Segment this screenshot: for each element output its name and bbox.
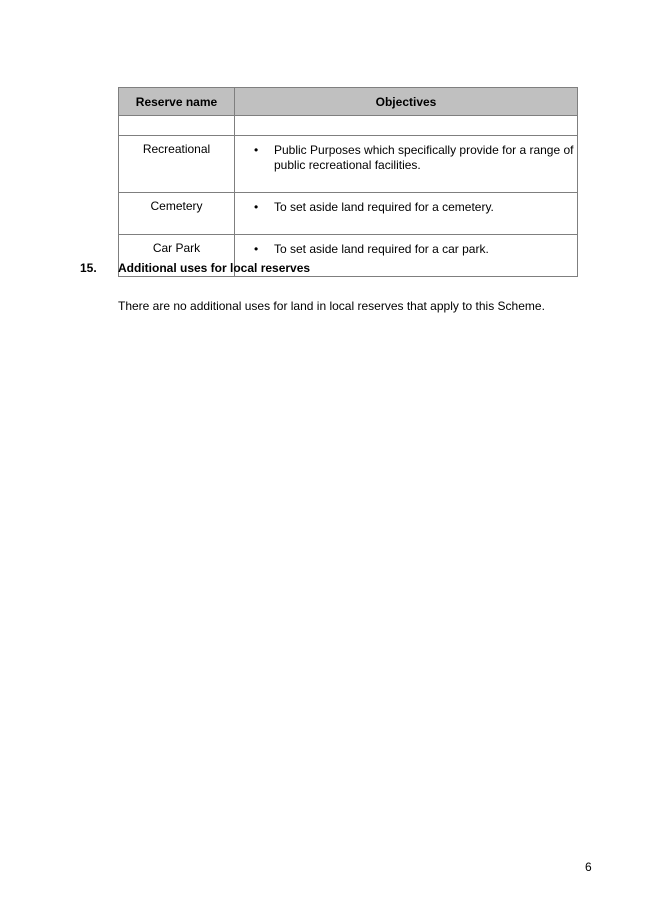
- bullet-icon: •: [254, 143, 259, 157]
- objectives-list: [235, 143, 577, 172]
- bullet-icon: •: [254, 242, 259, 256]
- bullet-icon: •: [254, 200, 259, 214]
- objective-item: [235, 200, 577, 215]
- reserve-name-cell: Cemetery: [119, 193, 235, 235]
- empty-cell: [119, 116, 235, 136]
- empty-cell: [235, 116, 578, 136]
- objective-item: [235, 143, 577, 172]
- table-row: [119, 136, 578, 193]
- objectives-cell: [235, 136, 578, 193]
- table-header-row: [119, 88, 578, 116]
- objective-item: [235, 242, 577, 257]
- table-row: [119, 193, 578, 235]
- reserves-table: [118, 87, 578, 277]
- section-heading: [80, 261, 310, 275]
- header-objectives: Objectives: [235, 88, 578, 116]
- header-reserve-name: Reserve name: [119, 88, 235, 116]
- reserve-name-cell: Recreational: [119, 136, 235, 193]
- reserve-name-cell: Car Park: [119, 235, 235, 277]
- objective-text: To set aside land required for a car park.: [274, 242, 489, 256]
- section-body-text: There are no additional uses for land in local reserves that apply to this Scheme.: [118, 299, 545, 313]
- page-number: 6: [585, 860, 592, 874]
- objectives-cell: [235, 193, 578, 235]
- table-spacer-row: [119, 116, 578, 136]
- objectives-list: [235, 242, 577, 257]
- objective-text: Public Purposes which specifically provide for a range of public recreational facilities.: [274, 143, 574, 172]
- objective-text: To set aside land required for a cemetery.: [274, 200, 494, 214]
- section-number: 15.: [80, 261, 97, 275]
- objectives-list: [235, 200, 577, 215]
- section-title: Additional uses for local reserves: [118, 261, 311, 275]
